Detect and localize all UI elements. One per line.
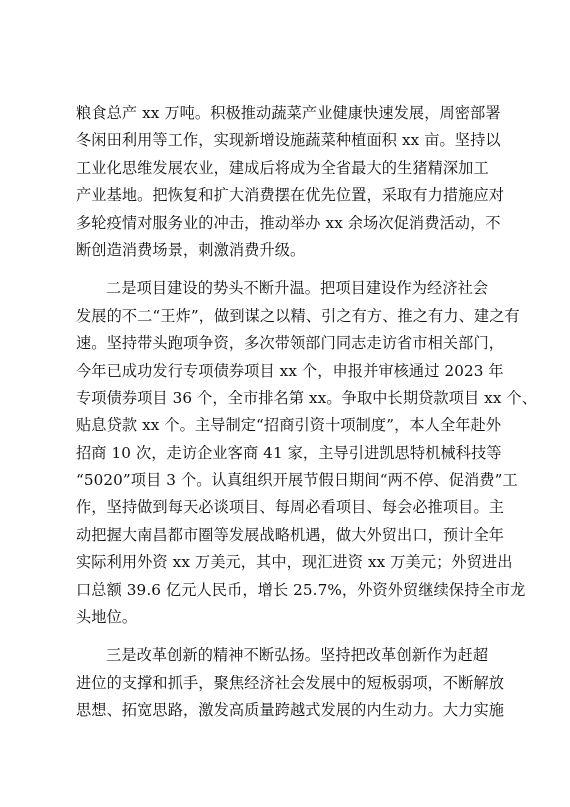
text-line: “5020”项目 3 个。认真组织开展节假日期间“两不停、促消费”工 <box>76 471 518 490</box>
paragraph-1 <box>76 100 508 264</box>
text-line: 进位的支撑和抓手，聚焦经济社会发展中的短板弱项，不断解放 <box>76 673 505 692</box>
text-line: 发展的不二“王炸”，做到谋之以精、引之有方、推之有力、建之有 <box>76 306 520 325</box>
text-line: 产业基地。把恢复和扩大消费摆在优先位置，采取有力措施应对 <box>76 186 505 205</box>
text-line: 思想、拓宽思路，激发高质量跨越式发展的内生动力。大力实施 <box>76 701 505 720</box>
paragraph-3 <box>76 642 508 724</box>
text-line: 贴息贷款 xx 个。主导制定“招商引资十项制度”，本人全年赴外 <box>76 416 502 435</box>
text-run: 坚持把改革创新作为赶超 <box>320 646 489 665</box>
text-line: 口总额 39.6 亿元人民币，增长 25.7%，外资外贸继续保持全市龙 <box>76 580 526 599</box>
text-line: 多轮疫情对服务业的冲击，推动举办 xx 余场次促消费活动，不 <box>76 213 501 232</box>
text-line: 动把握大南昌都市圈等发展战略机遇，做大外贸出口，预计全年 <box>76 525 505 544</box>
document-body <box>76 100 538 725</box>
text-line <box>76 642 508 669</box>
text-line: 专项债券项目 36 个，全市排名第 xx。争取中长期贷款项目 xx 个、 <box>76 388 538 407</box>
text-line: 工业化思维发展农业，建成后将成为全省最大的生猪精深加工 <box>76 158 489 177</box>
text-line: 今年已成功发行专项债券项目 xx 个，申报并审核通过 2023 年 <box>76 361 504 380</box>
text-line: 冬闲田利用等工作，实现新增设施蔬菜种植面积 xx 亩。坚持以 <box>76 131 501 150</box>
text-run: 把项目建设作为经济社会 <box>320 279 489 298</box>
text-line: 速。坚持带头跑项争资，多次带领部门同志走访省市相关部门， <box>76 334 505 353</box>
text-line: 作，坚持做到每天必谈项目、每周必看项目、每会必推项目。主 <box>76 498 505 517</box>
text-line: 断创造消费场景，刺激消费升级。 <box>76 240 306 259</box>
text-line <box>76 275 508 302</box>
paragraph-2 <box>76 275 538 631</box>
text-line: 招商 10 次，走访企业客商 41 家，主导引进凯思特机械科技等 <box>76 443 502 462</box>
text-line: 头地位。 <box>76 608 138 627</box>
paragraph-heading: 二是项目建设的势头不断升温。 <box>106 279 321 298</box>
paragraph-heading: 三是改革创新的精神不断弘扬。 <box>106 646 321 665</box>
text-line: 实际利用外资 xx 万美元，其中，现汇进资 xx 万美元；外贸进出 <box>76 553 513 572</box>
text-line: 粮食总产 xx 万吨。积极推动蔬菜产业健康快速发展，周密部署 <box>76 104 501 122</box>
